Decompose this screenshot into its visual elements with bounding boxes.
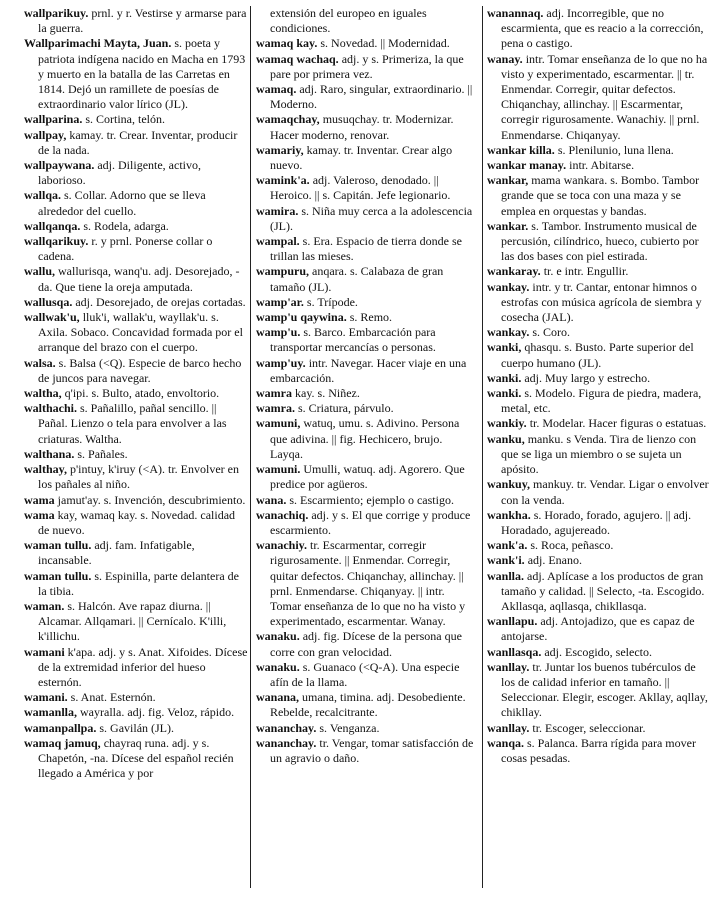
entry-definition: s. Venganza. <box>316 720 380 735</box>
entry-definition: adj. fam. Infatigable, incansable. <box>38 538 195 568</box>
entry-definition: tr. Escoger, seleccionar. <box>529 720 646 735</box>
entry-headword: wanqa. <box>487 735 525 750</box>
entry-headword: wankaray. <box>487 264 541 279</box>
entry-definition: k'apa. adj. y s. Anat. Xifoides. Dícese de la extremidad inferior del hueso esternón. <box>38 644 248 689</box>
entry-definition: tr. Modelar. Hacer figuras o estatuas. <box>526 416 707 431</box>
dictionary-entry <box>487 721 711 736</box>
entry-definition: mama wankara. s. Bombo. Tambor grande que se toca con una maza y se emplea en orquestas y bandas. <box>501 173 700 218</box>
dictionary-entry <box>256 310 478 325</box>
entry-headword: wank'a. <box>487 538 528 553</box>
entry-headword: wallqanqa. <box>24 218 81 233</box>
entry-definition: s. Pañales. <box>74 446 128 461</box>
dictionary-entry <box>24 462 248 492</box>
entry-definition: extensión del europeo en iguales condiciones. <box>270 6 427 36</box>
entry-definition: adj. Raro, singular, extraordinario. || Moderno. <box>270 82 473 112</box>
dictionary-entry <box>487 219 711 265</box>
entry-definition: s. Era. Espacio de tierra donde se trillan las mieses. <box>270 234 462 264</box>
entry-definition: s. Balsa (<Q). Especie de barco hecho de juncos para navegar. <box>38 355 242 385</box>
entry-definition: s. Espinilla, parte delantera de la tibia. <box>38 568 239 598</box>
dictionary-entry <box>487 416 711 431</box>
dictionary-entry <box>24 234 248 264</box>
entry-definition: s. Horado, forado, agujero. || adj. Horadado, agujereado. <box>501 507 692 537</box>
dictionary-entry <box>487 614 711 644</box>
dictionary-entry <box>487 553 711 568</box>
entry-definition: wayralla. adj. fig. Veloz, rápido. <box>77 705 235 720</box>
column-divider <box>482 6 483 888</box>
entry-definition: mankuy. tr. Vendar. Ligar o envolver con la venda. <box>501 477 709 507</box>
entry-headword: wamanlla, <box>24 705 78 720</box>
entry-definition: adj. Muy largo y estrecho. <box>521 370 651 385</box>
entry-headword: wamp'u qaywina. <box>256 310 347 325</box>
dictionary-entry <box>487 538 711 553</box>
entry-headword: wankay. <box>487 325 530 340</box>
entry-headword: wallqa. <box>24 188 62 203</box>
entry-headword: wankar, <box>487 173 529 188</box>
entry-definition: chayraq runa. adj. y s. Chapetón, -na. Dícese del español recién llegado a América y por <box>38 735 234 781</box>
entry-headword: wanllay. <box>487 659 530 674</box>
entry-definition: s. Cortina, telón. <box>82 112 166 127</box>
dictionary-entry <box>256 204 478 234</box>
entry-definition: kamay. tr. Inventar. Crear algo nuevo. <box>270 142 453 173</box>
dictionary-entry <box>24 158 248 188</box>
entry-definition: s. Plenilunio, luna llena. <box>554 142 674 157</box>
entry-headword: wanllapu. <box>487 614 538 629</box>
entry-definition: s. Palanca. Barra rígida para mover cosas pesadas. <box>501 735 696 765</box>
entry-definition: s. Roca, peñasco. <box>527 538 614 553</box>
dictionary-entry <box>256 264 478 294</box>
entry-definition: s. Coro. <box>529 325 571 340</box>
entry-definition: s. Rodela, adarga. <box>80 218 169 233</box>
entry-headword: waltha, <box>24 386 62 401</box>
dictionary-entry <box>24 401 248 447</box>
dictionary-entry <box>256 356 478 386</box>
dictionary-entry <box>487 173 711 219</box>
entry-definition: s. Guanaco (<Q-A). Una especie afín de la llama. <box>270 659 460 689</box>
dictionary-entry <box>24 356 248 386</box>
entry-definition: s. Criatura, párvulo. <box>295 401 394 416</box>
dictionary-entry <box>24 493 248 508</box>
entry-headword: wanku, <box>487 431 525 446</box>
entry-headword: walsa. <box>24 355 56 370</box>
dictionary-entry <box>487 6 711 52</box>
dictionary-entry <box>256 660 478 690</box>
entry-headword: wamra. <box>256 401 295 416</box>
dictionary-entry <box>487 736 711 766</box>
entry-headword: wanki. <box>487 370 522 385</box>
entry-definition: adj. fig. Dícese de la persona que corre con gran velocidad. <box>270 629 462 659</box>
entry-definition: intr. y tr. Cantar, entonar himnos o estrofas con música agrícola de siembra y cosecha (JAL). <box>501 279 702 325</box>
dictionary-entry <box>256 416 478 462</box>
dictionary-entry <box>487 371 711 386</box>
entry-headword: wanaku. <box>256 629 300 644</box>
entry-definition: p'intuy, k'iruy (<A). tr. Envolver en los pañales al niño. <box>38 462 239 492</box>
dictionary-entry <box>256 36 478 51</box>
dictionary-entry <box>256 143 478 173</box>
dictionary-entry <box>24 219 248 234</box>
entry-headword: wampuru, <box>256 264 310 279</box>
dictionary-entry <box>487 340 711 370</box>
entry-definition: umana, timina. adj. Desobediente. Rebelde, recalcitrante. <box>270 690 466 720</box>
entry-definition: s. Niña muy cerca a la adolescencia (JL). <box>270 203 473 233</box>
column-divider <box>250 6 251 888</box>
dictionary-entry <box>24 310 248 356</box>
entry-headword: wankha. <box>487 507 531 522</box>
dictionary-entry <box>487 508 711 538</box>
entry-definition: s. Halcón. Ave rapaz diurna. || Alcamar. Allqamari. || Cernícalo. K'illi, k'illichu. <box>38 598 227 644</box>
dictionary-entry <box>24 295 248 310</box>
entry-headword: Wallparimachi Mayta, Juan. <box>24 36 172 51</box>
entry-headword: wamuni. <box>256 462 301 477</box>
entry-headword: wamuni, <box>256 416 301 431</box>
entry-headword: wallparikuy. <box>24 6 89 20</box>
entry-definition: adj. y s. El que corrige y produce escarmiento. <box>270 507 471 537</box>
entry-definition: tr. Juntar los buenos tubérculos de los de calidad inferior en tamaño. || Seleccionar. Elegir, escoger. Akllay, aqllay, chikllay. <box>501 659 708 720</box>
entry-definition: s. Trípode. <box>303 294 358 309</box>
entry-definition: adj. Antojadizo, que es capaz de antojarse. <box>501 614 695 644</box>
entry-definition: adj. Valeroso, denodado. || Heroico. || s. Capitán. Jefe legionario. <box>270 173 451 203</box>
entry-headword: wanaku. <box>256 659 300 674</box>
entry-definition: adj. Enano. <box>524 553 583 568</box>
dictionary-entry <box>24 508 248 538</box>
entry-definition: Umulli, watuq. adj. Agorero. Que predice por agüeros. <box>270 462 465 492</box>
entry-headword: waman tullu. <box>24 538 92 553</box>
entry-headword: wamaq. <box>256 82 297 97</box>
dictionary-entry <box>24 569 248 599</box>
dictionary-entry <box>24 112 248 127</box>
entry-definition: adj. Incorregible, que no escarmienta, que es reacio a la corrección, pena o castigo. <box>501 6 704 51</box>
entry-headword: wanllasqa. <box>487 644 542 659</box>
dictionary-entry <box>256 690 478 720</box>
entry-definition: adj. Diligente, activo, laborioso. <box>38 158 201 188</box>
dictionary-entry <box>24 721 248 736</box>
dictionary-entry <box>256 462 478 492</box>
entry-headword: waman tullu. <box>24 568 92 583</box>
entry-headword: wanana, <box>256 690 300 705</box>
entry-headword: wana. <box>256 492 287 507</box>
entry-definition: qhasqu. s. Busto. Parte superior del cuerpo humano (JL). <box>501 340 694 370</box>
entry-definition: manku. s Venda. Tira de lienzo con que se liga un miembro o se sujeta un apósito. <box>501 431 697 477</box>
dictionary-entry <box>24 705 248 720</box>
entry-headword: wankar. <box>487 218 529 233</box>
dictionary-entry <box>487 158 711 173</box>
entry-definition: musuqchay. tr. Modernizar. Hacer moderno, renovar. <box>270 112 454 142</box>
entry-definition: tr. e intr. Engullir. <box>540 264 629 279</box>
entry-headword: wanay. <box>487 51 523 66</box>
entry-definition: tr. Escarmentar, corregir rigurosamente. || Enmendar. Corregir, quitar defectos. Chiqanchay, allinchay. || prnl. Enmendarse. Chiqanyay. || intr. Tomar enseñanza de lo que no ha visto y experimentado, escarmentar. Wanay. <box>270 538 466 629</box>
entry-headword: wanllay. <box>487 720 530 735</box>
entry-headword: wanachiq. <box>256 507 309 522</box>
dictionary-entry <box>256 173 478 203</box>
entry-headword: walthay, <box>24 462 68 477</box>
dictionary-entry <box>24 599 248 645</box>
entry-definition: s. Modelo. Figura de piedra, madera, metal, etc. <box>501 386 702 416</box>
entry-definition: s. poeta y patriota indígena nacido en Macha en 1793 y muerto en la batalla de las Carretas en 1814. Dejó un ramillete de poesías de extraordinario valor lírico (JL). <box>38 36 246 112</box>
entry-definition: anqara. s. Calabaza de gran tamaño (JL). <box>270 264 444 294</box>
dictionary-entry <box>487 264 711 279</box>
entry-definition: watuq, umu. s. Adivino. Persona que adivina. || fig. Hechicero, brujo. Layqa. <box>270 416 460 461</box>
entry-definition: tr. Vengar, tomar satisfacción de un agravio o daño. <box>270 735 474 765</box>
dictionary-entry <box>256 52 478 82</box>
entry-headword: wallwak'u, <box>24 310 80 325</box>
entry-headword: wankar manay. <box>487 158 567 173</box>
entry-headword: wankay. <box>487 279 530 294</box>
entry-definition: adj. Aplícase a los productos de gran tamaño y calidad. || Selecto, -ta. Escogido. Akllasqa, aqllasqa, chikllasqa. <box>501 568 705 613</box>
dictionary-entry <box>256 112 478 142</box>
dictionary-entry <box>256 234 478 264</box>
entry-definition: kay. s. Niñez. <box>292 386 360 401</box>
dictionary-entry <box>256 386 478 401</box>
entry-headword: wama <box>24 492 55 507</box>
column-middle <box>256 6 478 766</box>
entry-headword: wamp'u. <box>256 325 301 340</box>
entry-definition: s. Novedad. || Modernidad. <box>317 36 450 51</box>
entry-definition: kamay. tr. Crear. Inventar, producir de la nada. <box>38 127 238 157</box>
dictionary-entry <box>256 82 478 112</box>
entry-headword: wanki. <box>487 386 522 401</box>
column-left <box>24 6 248 781</box>
entry-headword: wamira. <box>256 203 299 218</box>
dictionary-entry <box>487 660 711 721</box>
entry-definition: jamut'ay. s. Invención, descubrimiento. <box>54 492 246 507</box>
dictionary-entry <box>487 280 711 326</box>
dictionary-entry <box>487 325 711 340</box>
column-right <box>487 6 711 766</box>
entry-definition: s. Remo. <box>346 310 393 325</box>
entry-headword: wallusqa. <box>24 294 73 309</box>
dictionary-entry <box>24 6 248 36</box>
entry-headword: wanannaq. <box>487 6 544 20</box>
dictionary-entry <box>24 386 248 401</box>
entry-definition: r. y prnl. Ponerse collar o cadena. <box>38 234 213 264</box>
dictionary-entry <box>256 508 478 538</box>
dictionary-entry <box>487 386 711 416</box>
entry-headword: wampal. <box>256 234 300 249</box>
dictionary-entry <box>256 538 478 629</box>
dictionary-entry <box>24 690 248 705</box>
entry-headword: waman. <box>24 598 65 613</box>
entry-headword: wanki, <box>487 340 522 355</box>
dictionary-entry <box>487 569 711 615</box>
entry-definition: q'ipi. s. Bulto, atado, envoltorio. <box>61 386 220 401</box>
entry-headword: wamaq jamuq, <box>24 735 101 750</box>
entry-definition: lluk'i, wallak'u, wayllak'u. s. Axila. Sobaco. Concavidad formada por el arranque del brazo con el cuerpo. <box>38 310 243 355</box>
dictionary-entry <box>24 736 248 782</box>
entry-headword: wamariy, <box>256 142 304 157</box>
dictionary-entry <box>24 447 248 462</box>
dictionary-entry <box>256 736 478 766</box>
dictionary-entry <box>24 538 248 568</box>
entry-headword: wananchay. <box>256 720 317 735</box>
entry-headword: wallqarikuy. <box>24 234 89 249</box>
entry-headword: walthachi. <box>24 401 78 416</box>
dictionary-entry <box>24 264 248 294</box>
entry-headword: wamaq kay. <box>256 36 318 51</box>
entry-definition: s. Pañalillo, pañal sencillo. || Pañal. Lienzo o tela para envolver a las criaturas. Waltha. <box>38 401 227 446</box>
entry-definition: adj. Desorejado, de orejas cortadas. <box>72 294 246 309</box>
dictionary-entry <box>256 6 478 36</box>
entry-headword: wananchay. <box>256 735 317 750</box>
entry-definition: adj. Escogido, selecto. <box>541 644 652 659</box>
entry-headword: wamanpallpa. <box>24 720 97 735</box>
dictionary-entry <box>256 629 478 659</box>
entry-definition: s. Collar. Adorno que se lleva alrededor del cuello. <box>38 188 206 218</box>
dictionary-entry <box>256 493 478 508</box>
entry-headword: wankar killa. <box>487 142 555 157</box>
entry-headword: wanachiy. <box>256 538 308 553</box>
entry-headword: wallu, <box>24 264 56 279</box>
entry-definition: s. Escarmiento; ejemplo o castigo. <box>286 492 454 507</box>
entry-headword: wallparina. <box>24 112 83 127</box>
entry-headword: wamp'uy. <box>256 355 306 370</box>
entry-headword: wamra <box>256 386 292 401</box>
dictionary-entry <box>24 188 248 218</box>
entry-definition: intr. Navegar. Hacer viaje en una embarcación. <box>270 355 467 385</box>
dictionary-entry <box>256 401 478 416</box>
entry-definition: adj. y s. Primeriza, la que pare por primera vez. <box>270 51 464 81</box>
entry-headword: wamink'a. <box>256 173 310 188</box>
entry-definition: intr. Tomar enseñanza de lo que no ha visto y experimentado, escarmentar. || tr. Enmendar. Corregir, quitar defectos. Chiqanchay, allinchay. || Escarmentar, corregir rigurosamente. Wanachiy. || prnl. Enmendarse. Chiqanyay. <box>501 51 708 142</box>
dictionary-entry <box>487 477 711 507</box>
entry-definition: s. Gavilán (JL). <box>96 720 175 735</box>
entry-headword: wama <box>24 507 55 522</box>
entry-headword: wamaqchay, <box>256 112 320 127</box>
entry-definition: s. Tambor. Instrumento musical de percusión, cilíndrico, hueco, cubierto por las dos bases con piel estirada. <box>501 218 699 264</box>
entry-headword: wanlla. <box>487 568 525 583</box>
entry-headword: wankuy, <box>487 477 531 492</box>
dictionary-entry <box>256 295 478 310</box>
dictionary-entry <box>487 645 711 660</box>
entry-headword: wamp'ar. <box>256 294 304 309</box>
entry-definition: s. Barco. Embarcación para transportar mercancías o personas. <box>270 325 436 355</box>
entry-headword: wamani <box>24 644 65 659</box>
entry-definition: wallurisqa, wanq'u. adj. Desorejado, -da. Que tiene la oreja amputada. <box>38 264 240 294</box>
dictionary-entry <box>24 128 248 158</box>
dictionary-entry <box>256 721 478 736</box>
dictionary-entry <box>487 52 711 143</box>
entry-definition: intr. Abitarse. <box>566 158 635 173</box>
entry-headword: wallpay, <box>24 127 67 142</box>
entry-headword: walthana. <box>24 446 75 461</box>
dictionary-entry <box>256 325 478 355</box>
entry-headword: wankiy. <box>487 416 527 431</box>
dictionary-entry <box>24 36 248 112</box>
entry-headword: wamani. <box>24 690 68 705</box>
entry-headword: wallpaywana. <box>24 158 95 173</box>
dictionary-entry <box>24 645 248 691</box>
entry-definition: prnl. y r. Vestirse y armarse para la guerra. <box>38 6 247 36</box>
dictionary-entry <box>487 432 711 478</box>
entry-headword: wamaq wachaq. <box>256 51 339 66</box>
entry-definition: s. Anat. Esternón. <box>67 690 156 705</box>
entry-definition: kay, wamaq kay. s. Novedad. calidad de nuevo. <box>38 507 236 537</box>
dictionary-entry <box>487 143 711 158</box>
entry-headword: wank'i. <box>487 553 525 568</box>
